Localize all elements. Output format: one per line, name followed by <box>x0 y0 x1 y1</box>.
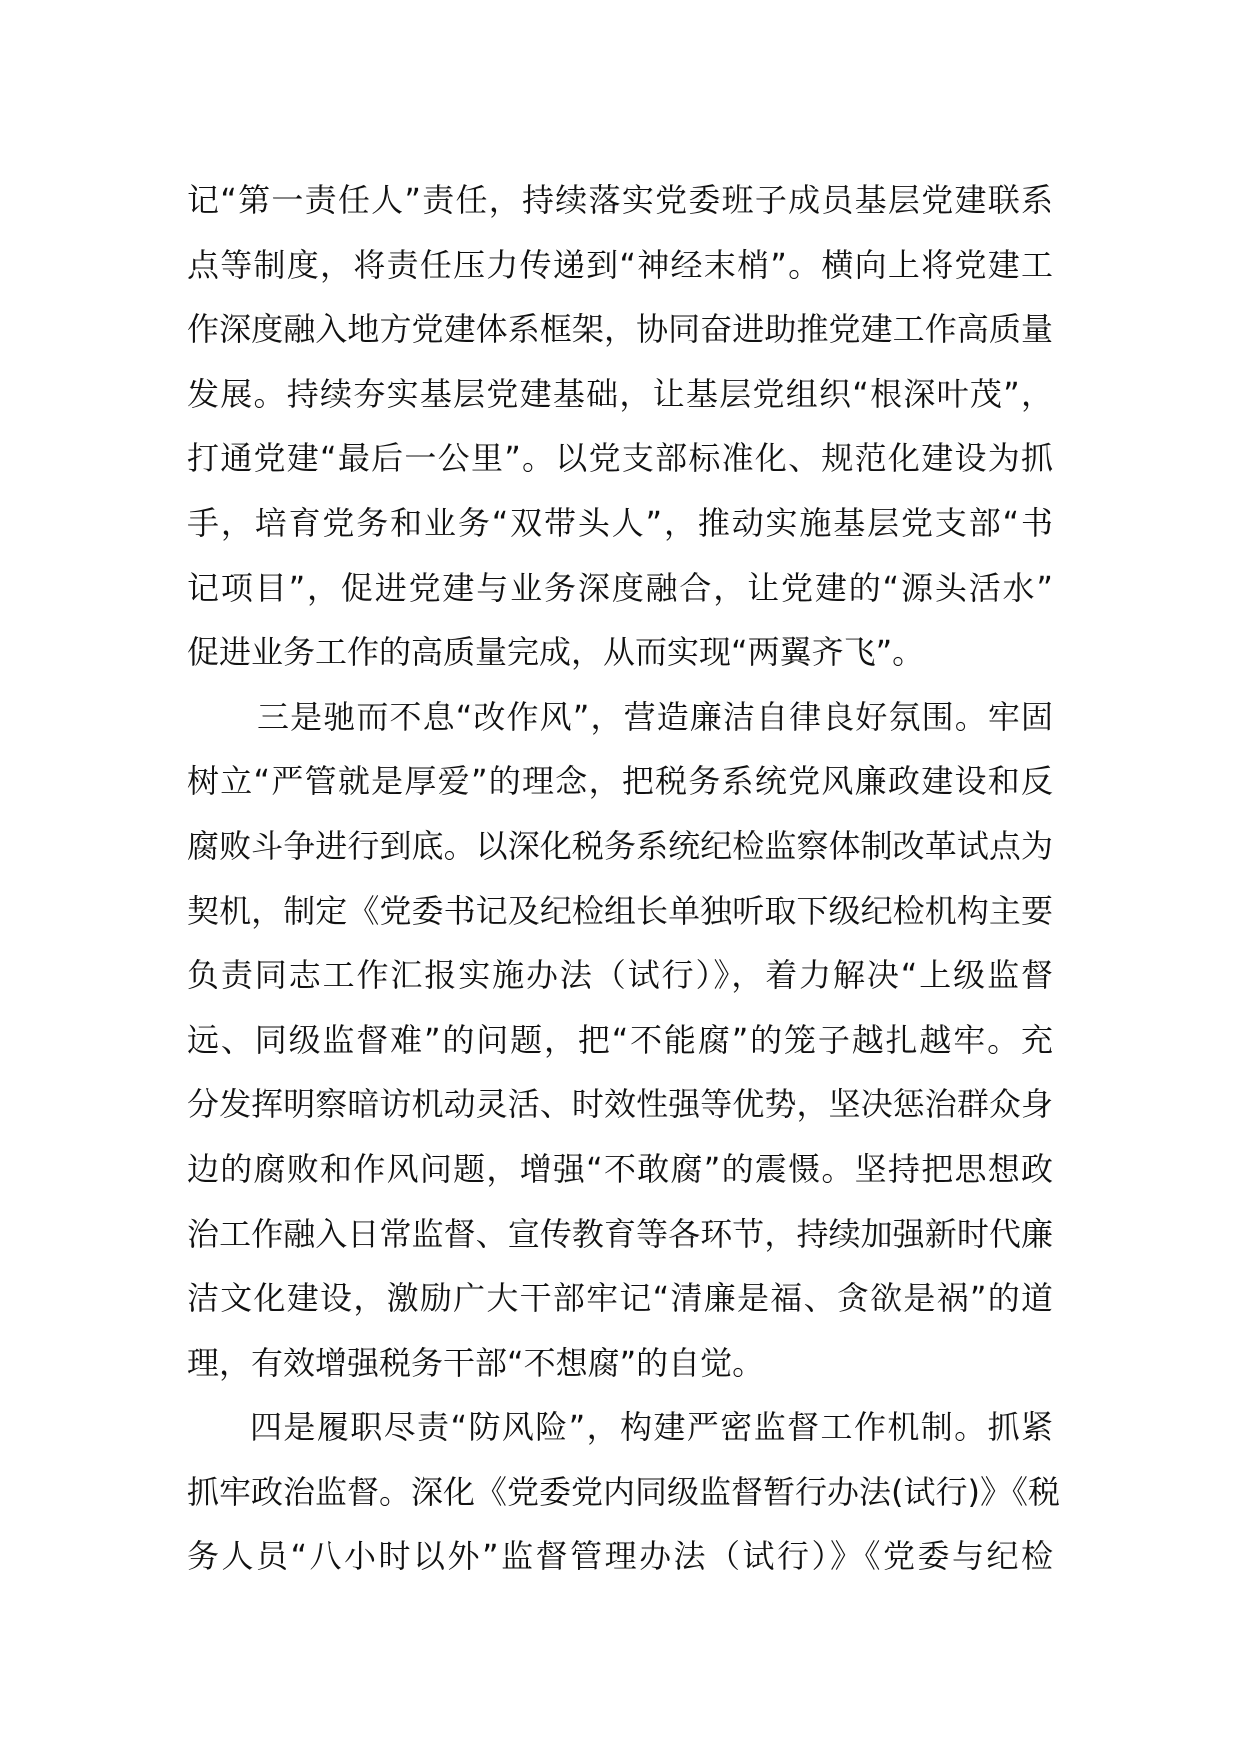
document-body <box>187 168 1060 1589</box>
paragraph-risk-prevention <box>187 1395 1060 1589</box>
text-line: 务人员“八小时以外”监督管理办法（试行）》《党委与纪检 <box>187 1537 1053 1576</box>
text-line: 点等制度，将责任压力传递到“神经末梢”。横向上将党建工 <box>187 245 1053 284</box>
text-line: 手，培育党务和业务“双带头人”，推动实施基层党支部“书 <box>187 503 1053 542</box>
text-line: 抓牢政治监督。深化《党委党内同级监督暂行办法(试行)》《税 <box>187 1472 1060 1511</box>
text-line: 打通党建“最后一公里”。以党支部标准化、规范化建设为抓 <box>187 439 1053 478</box>
paragraph-party-building <box>187 168 1053 685</box>
text-line: 洁文化建设，激励广大干部牢记“清廉是福、贪欲是祸”的道 <box>187 1279 1053 1318</box>
text-line: 远、同级监督难”的问题，把“不能腐”的笼子越扎越牢。充 <box>187 1020 1053 1059</box>
text-line: 负责同志工作汇报实施办法（试行）》，着力解决“上级监督 <box>187 956 1053 995</box>
paragraph-work-style <box>187 685 1053 1396</box>
text-line: 树立“严管就是厚爱”的理念，把税务系统党风廉政建设和反 <box>187 762 1053 801</box>
text-line: 发展。持续夯实基层党建基础，让基层党组织“根深叶茂”， <box>187 374 1053 413</box>
text-line: 记“第一责任人”责任，持续落实党委班子成员基层党建联系 <box>187 181 1053 219</box>
text-line: 作深度融入地方党建体系框架，协同奋进助推党建工作高质量 <box>187 310 1053 349</box>
text-line: 三是驰而不息“改作风”，营造廉洁自律良好氛围。牢固 <box>257 697 1053 736</box>
text-line: 边的腐败和作风问题，增强“不敢腐”的震慑。坚持把思想政 <box>187 1149 1053 1188</box>
text-line: 契机，制定《党委书记及纪检组长单独听取下级纪检机构主要 <box>187 891 1053 930</box>
text-line: 促进业务工作的高质量完成，从而实现“两翼齐飞”。 <box>187 633 925 672</box>
text-line: 腐败斗争进行到底。以深化税务系统纪检监察体制改革试点为 <box>187 826 1053 865</box>
text-line: 分发挥明察暗访机动灵活、时效性强等优势，坚决惩治群众身 <box>187 1085 1053 1124</box>
text-line: 四是履职尽责“防风险”，构建严密监督工作机制。抓紧 <box>250 1408 1053 1447</box>
text-line: 理，有效增强税务干部“不想腐”的自觉。 <box>187 1343 765 1382</box>
text-line: 治工作融入日常监督、宣传教育等各环节，持续加强新时代廉 <box>187 1214 1053 1253</box>
text-line: 记项目”，促进党建与业务深度融合，让党建的“源头活水” <box>187 568 1053 607</box>
